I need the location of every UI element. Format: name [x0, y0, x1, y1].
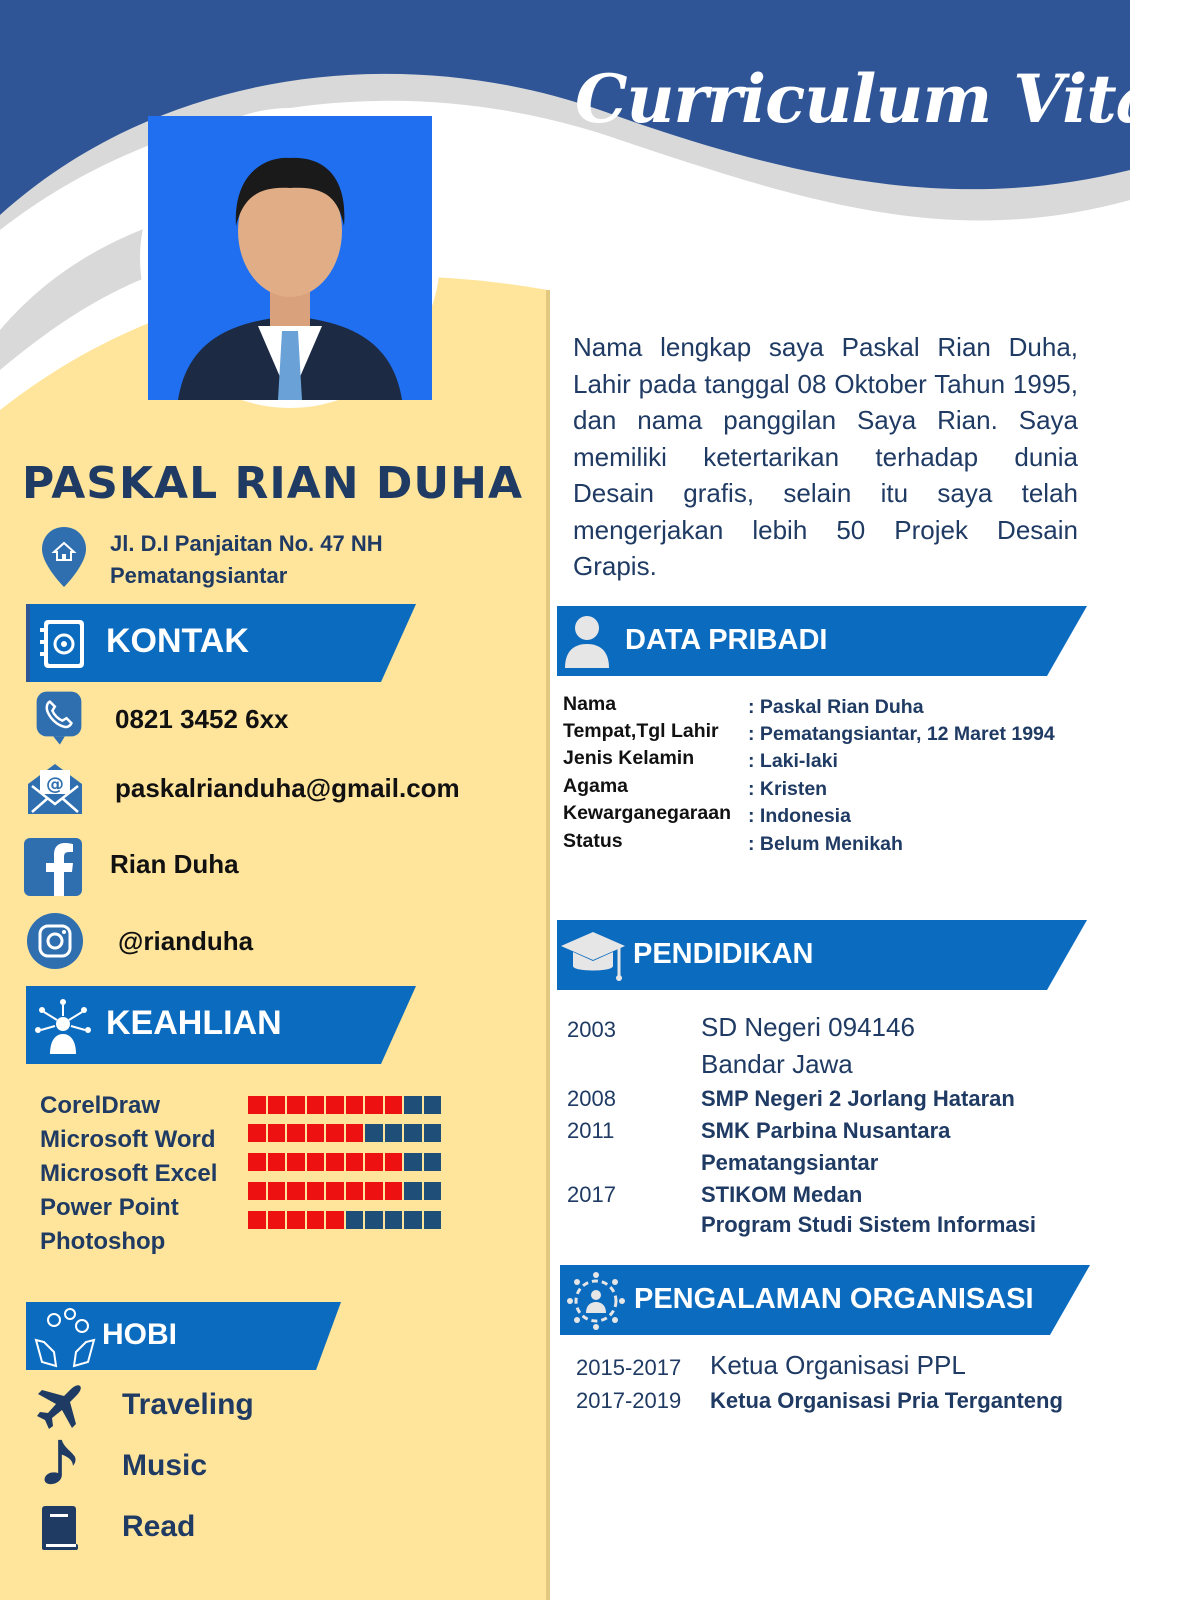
hobby-item: Music [122, 1449, 208, 1482]
education-school: SMP Negeri 2 Jorlang Hataran [701, 1086, 1015, 1111]
skill-level-filled [307, 1096, 325, 1114]
skill-level-filled [287, 1182, 305, 1200]
skill-level-filled [268, 1096, 286, 1114]
education-school: SMK Parbina Nusantara [701, 1118, 951, 1143]
skill-level-filled [346, 1096, 364, 1114]
education-year: 2003 [567, 1017, 616, 1042]
skill-name: CorelDraw [40, 1092, 161, 1119]
education-school-detail: Bandar Jawa [701, 1049, 853, 1079]
facebook-name: Rian Duha [110, 849, 239, 879]
skill-level-filled [248, 1153, 266, 1171]
skill-level-empty [365, 1124, 383, 1142]
personal-label: Agama [563, 775, 629, 797]
skill-name: Photoshop [40, 1228, 166, 1255]
education-school: STIKOM Medan [701, 1182, 863, 1207]
skill-bar [248, 1211, 441, 1229]
skill-level-filled [307, 1182, 325, 1200]
skill-level-filled [326, 1182, 344, 1200]
skill-level-filled [248, 1124, 266, 1142]
pendidikan-banner [557, 920, 1087, 990]
data-pribadi-heading: DATA PRIBADI [625, 624, 828, 656]
skill-level-filled [385, 1182, 403, 1200]
keahlian-banner [26, 986, 416, 1064]
skill-level-filled [365, 1096, 383, 1114]
skill-level-empty [404, 1211, 422, 1229]
personal-value: : Indonesia [748, 805, 851, 827]
personal-label: Kewarganegaraan [563, 802, 731, 824]
education-year: 2008 [567, 1086, 616, 1111]
address-line-2: Pematangsiantar [110, 563, 288, 588]
skill-level-filled [307, 1124, 325, 1142]
skill-level-filled [365, 1153, 383, 1171]
organisasi-banner [560, 1265, 1090, 1335]
skill-level-filled [268, 1211, 286, 1229]
skill-level-empty [424, 1211, 442, 1229]
user-icon [563, 612, 611, 670]
organization-year: 2017-2019 [576, 1388, 682, 1413]
skill-level-filled [365, 1182, 383, 1200]
instagram-icon [26, 912, 84, 970]
organization-network-icon [566, 1271, 626, 1331]
book-icon [36, 1504, 84, 1552]
phone-number: 0821 3452 6xx [115, 704, 289, 734]
personal-value: : Paskal Rian Duha [748, 696, 924, 718]
personal-value: : Belum Menikah [748, 833, 903, 855]
email-address: paskalrianduha@gmail.com [115, 773, 460, 803]
personal-label: Status [563, 830, 623, 852]
hobi-heading: HOBI [102, 1318, 177, 1351]
cv-title: Curriculum Vitae [575, 60, 1199, 138]
skill-level-filled [326, 1124, 344, 1142]
skill-level-empty [365, 1211, 383, 1229]
organization-role: Ketua Organisasi PPL [710, 1350, 966, 1380]
hobby-item: Read [122, 1510, 196, 1543]
skill-level-empty [404, 1153, 422, 1171]
education-school-detail: Pematangsiantar [701, 1150, 879, 1175]
full-name: PASKAL RIAN DUHA [22, 458, 524, 509]
organization-year: 2015-2017 [576, 1355, 682, 1380]
skill-level-filled [287, 1153, 305, 1171]
graduation-cap-icon [559, 928, 627, 988]
address [110, 528, 383, 592]
skill-bar [248, 1153, 441, 1171]
skill-level-filled [346, 1124, 364, 1142]
kontak-heading: KONTAK [106, 622, 249, 660]
skill-level-empty [424, 1124, 442, 1142]
facebook-icon [24, 838, 82, 896]
skill-level-filled [248, 1211, 266, 1229]
skill-level-empty [424, 1182, 442, 1200]
skill-level-filled [248, 1096, 266, 1114]
instagram-handle: @rianduha [118, 926, 254, 956]
skill-name: Power Point [40, 1194, 179, 1221]
data-pribadi-banner [557, 606, 1087, 676]
personal-value: : Laki-laki [748, 750, 838, 772]
skill-level-empty [424, 1153, 442, 1171]
skill-level-empty [346, 1211, 364, 1229]
skill-level-filled [287, 1096, 305, 1114]
address-line-1: Jl. D.I Panjaitan No. 47 NH [110, 531, 383, 556]
personal-value: : Pematangsiantar, 12 Maret 1994 [748, 723, 1055, 745]
kontak-banner [26, 604, 416, 682]
person-portrait-icon [148, 116, 432, 400]
skill-level-filled [268, 1124, 286, 1142]
skill-level-filled [248, 1182, 266, 1200]
hobi-banner [26, 1302, 341, 1370]
skill-level-filled [385, 1153, 403, 1171]
skill-level-filled [385, 1096, 403, 1114]
skill-level-empty [424, 1096, 442, 1114]
skill-name: Microsoft Excel [40, 1160, 218, 1187]
svg-text:@: @ [46, 774, 64, 795]
organisasi-heading: PENGALAMAN ORGANISASI [634, 1283, 1034, 1315]
location-pin-icon [40, 525, 88, 589]
address-book-icon [36, 616, 92, 672]
skill-level-filled [326, 1153, 344, 1171]
skill-bar [248, 1124, 441, 1142]
skill-level-filled [287, 1124, 305, 1142]
skill-level-empty [404, 1096, 422, 1114]
skill-level-filled [307, 1153, 325, 1171]
skill-bar [248, 1096, 441, 1114]
skill-level-empty [385, 1124, 403, 1142]
personal-label: Nama [563, 693, 617, 715]
skill-level-filled [307, 1211, 325, 1229]
skill-name: Microsoft Word [40, 1126, 216, 1153]
personal-label: Jenis Kelamin [563, 747, 695, 769]
skill-level-filled [326, 1211, 344, 1229]
organization-role: Ketua Organisasi Pria Terganteng [710, 1388, 1063, 1413]
about-paragraph: Nama lengkap saya Paskal Rian Duha, Lahir pada tanggal 08 Oktober Tahun 1995, dan nama panggilan Saya Rian. Saya memiliki ketertarikan terhadap dunia Desain grafis, selain itu saya telah mengerjakan lebih 50 Projek Desain Grapis. [573, 332, 1078, 581]
personal-label: Tempat,Tgl Lahir [563, 720, 719, 742]
email-icon [26, 760, 84, 818]
skill-level-empty [385, 1211, 403, 1229]
skill-level-filled [268, 1153, 286, 1171]
music-note-icon [36, 1438, 84, 1486]
education-year: 2011 [567, 1118, 615, 1143]
education-school: SD Negeri 094146 [701, 1012, 915, 1042]
skill-level-empty [404, 1182, 422, 1200]
skill-level-filled [326, 1096, 344, 1114]
personal-value: : Kristen [748, 778, 828, 800]
profile-photo [140, 108, 440, 408]
skill-bar [248, 1182, 441, 1200]
education-year: 2017 [567, 1182, 616, 1207]
skills-network-icon [32, 996, 94, 1056]
hobby-item: Traveling [122, 1388, 254, 1421]
skill-level-filled [346, 1153, 364, 1171]
pendidikan-heading: PENDIDIKAN [633, 938, 814, 970]
phone-icon [30, 690, 88, 748]
skill-level-filled [268, 1182, 286, 1200]
education-school-detail: Program Studi Sistem Informasi [701, 1212, 1036, 1237]
hobby-hands-icon [32, 1306, 98, 1368]
keahlian-heading: KEAHLIAN [106, 1004, 282, 1042]
airplane-icon [36, 1382, 84, 1430]
skill-level-filled [346, 1182, 364, 1200]
skill-level-empty [404, 1124, 422, 1142]
skill-level-filled [287, 1211, 305, 1229]
